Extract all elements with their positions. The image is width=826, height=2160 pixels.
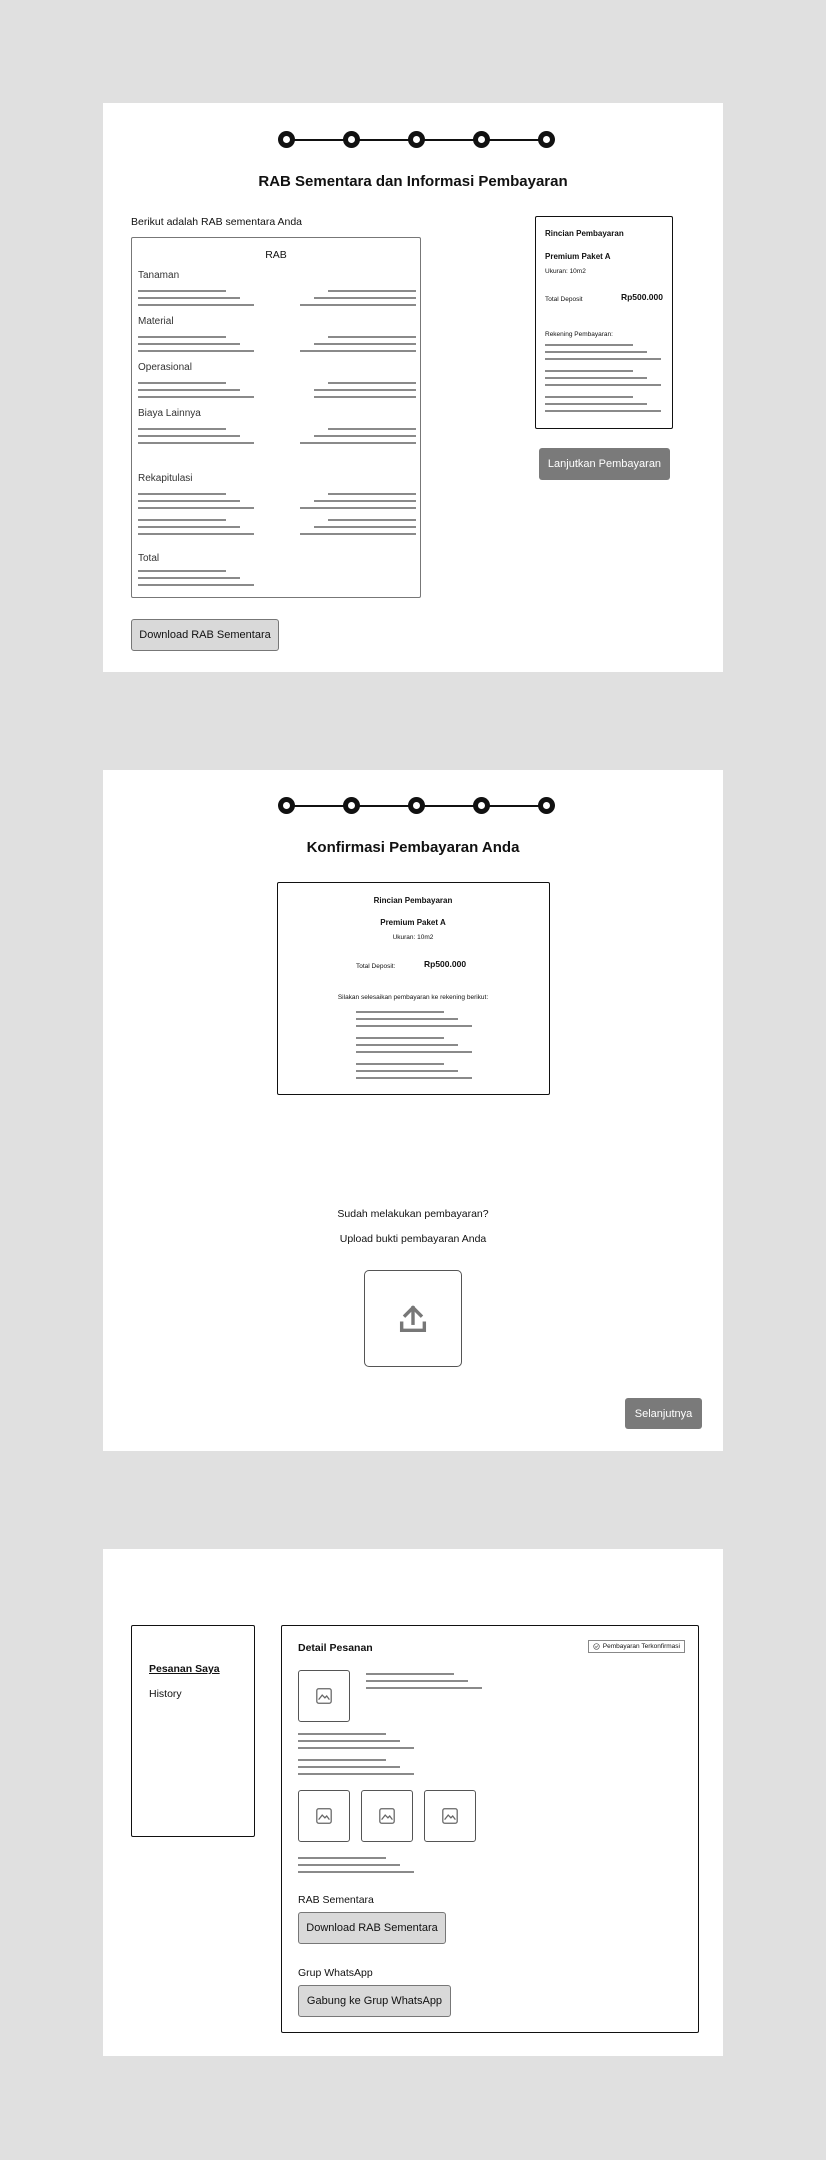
image-icon <box>315 1807 333 1825</box>
upload-icon <box>396 1302 430 1336</box>
page-title: Konfirmasi Pembayaran Anda <box>306 839 520 856</box>
step-1 <box>278 131 295 148</box>
download-rab-button[interactable]: Download RAB Sementara <box>131 619 279 651</box>
payment-detail-card <box>535 216 673 429</box>
page-title: RAB Sementara dan Informasi Pembayaran <box>258 173 568 190</box>
image-icon <box>378 1807 396 1825</box>
rab-category-rekapitulasi: Rekapitulasi <box>138 473 193 484</box>
step-2 <box>343 131 360 148</box>
rab-section-label: RAB Sementara <box>298 1894 374 1906</box>
payment-card-deposit-value: Rp500.000 <box>620 292 663 302</box>
payment-card-package: Premium Paket A <box>545 252 611 261</box>
rab-payment-section <box>103 103 723 672</box>
rab-heading: RAB <box>265 249 287 261</box>
step-3 <box>408 797 425 814</box>
payment-card-size: Ukuran: 10m2 <box>545 268 586 275</box>
payment-instruction: Silakan selesaikan pembayaran ke rekening berikut: <box>337 994 489 1001</box>
payment-confirmation-section <box>103 770 723 1451</box>
step-5 <box>538 797 555 814</box>
sidebar-item-history[interactable]: History <box>149 1688 182 1700</box>
check-circle-icon <box>593 1643 600 1650</box>
image-icon <box>315 1687 333 1705</box>
download-rab-button[interactable]: Download RAB Sementara <box>298 1912 446 1944</box>
sidebar-item-pesanan-saya[interactable]: Pesanan Saya <box>149 1663 220 1675</box>
step-3 <box>408 131 425 148</box>
rab-category-material: Material <box>138 316 174 327</box>
join-whatsapp-button[interactable]: Gabung ke Grup WhatsApp <box>298 1985 451 2017</box>
next-button[interactable]: Selanjutnya <box>625 1398 702 1429</box>
image-icon <box>441 1807 459 1825</box>
payment-card-deposit-label: Total Deposit: <box>356 963 396 970</box>
payment-card-size: Ukuran: 10m2 <box>392 934 434 941</box>
continue-payment-button[interactable]: Lanjutkan Pembayaran <box>539 448 670 480</box>
step-1 <box>278 797 295 814</box>
payment-card-package: Premium Paket A <box>380 918 446 927</box>
status-badge <box>588 1640 685 1653</box>
payment-card-deposit-label: Total Deposit <box>545 296 583 303</box>
gallery-image[interactable] <box>298 1790 350 1842</box>
rab-intro-text: Berikut adalah RAB sementara Anda <box>131 216 303 228</box>
gallery-image[interactable] <box>424 1790 476 1842</box>
payment-card-deposit-value: Rp500.000 <box>424 959 467 969</box>
payment-card-heading: Rincian Pembayaran <box>373 896 453 905</box>
product-image <box>298 1670 350 1722</box>
rab-table <box>131 237 421 598</box>
step-4 <box>473 131 490 148</box>
payment-card-account-label: Rekening Pembayaran: <box>545 331 613 338</box>
step-4 <box>473 797 490 814</box>
rab-category-tanaman: Tanaman <box>138 270 180 281</box>
payment-detail-card <box>277 882 550 1095</box>
payment-question: Sudah melakukan pembayaran? <box>337 1208 489 1220</box>
rab-category-operasional: Operasional <box>138 362 192 373</box>
sidebar <box>131 1625 255 1837</box>
status-badge-label: Pembayaran Terkonfirmasi <box>602 1643 680 1650</box>
order-detail-section <box>103 1549 723 2056</box>
rab-category-total: Total <box>138 553 160 564</box>
progress-stepper <box>278 797 548 815</box>
gallery-image[interactable] <box>361 1790 413 1842</box>
payment-card-heading: Rincian Pembayaran <box>545 229 624 238</box>
progress-stepper <box>278 131 548 149</box>
rab-category-biaya-lainnya: Biaya Lainnya <box>138 408 201 419</box>
upload-dropzone[interactable] <box>364 1270 462 1367</box>
upload-prompt: Upload bukti pembayaran Anda <box>339 1233 487 1245</box>
whatsapp-section-label: Grup WhatsApp <box>298 1967 373 1979</box>
order-detail-card <box>281 1625 699 2033</box>
step-5 <box>538 131 555 148</box>
order-detail-title: Detail Pesanan <box>298 1642 373 1654</box>
step-2 <box>343 797 360 814</box>
